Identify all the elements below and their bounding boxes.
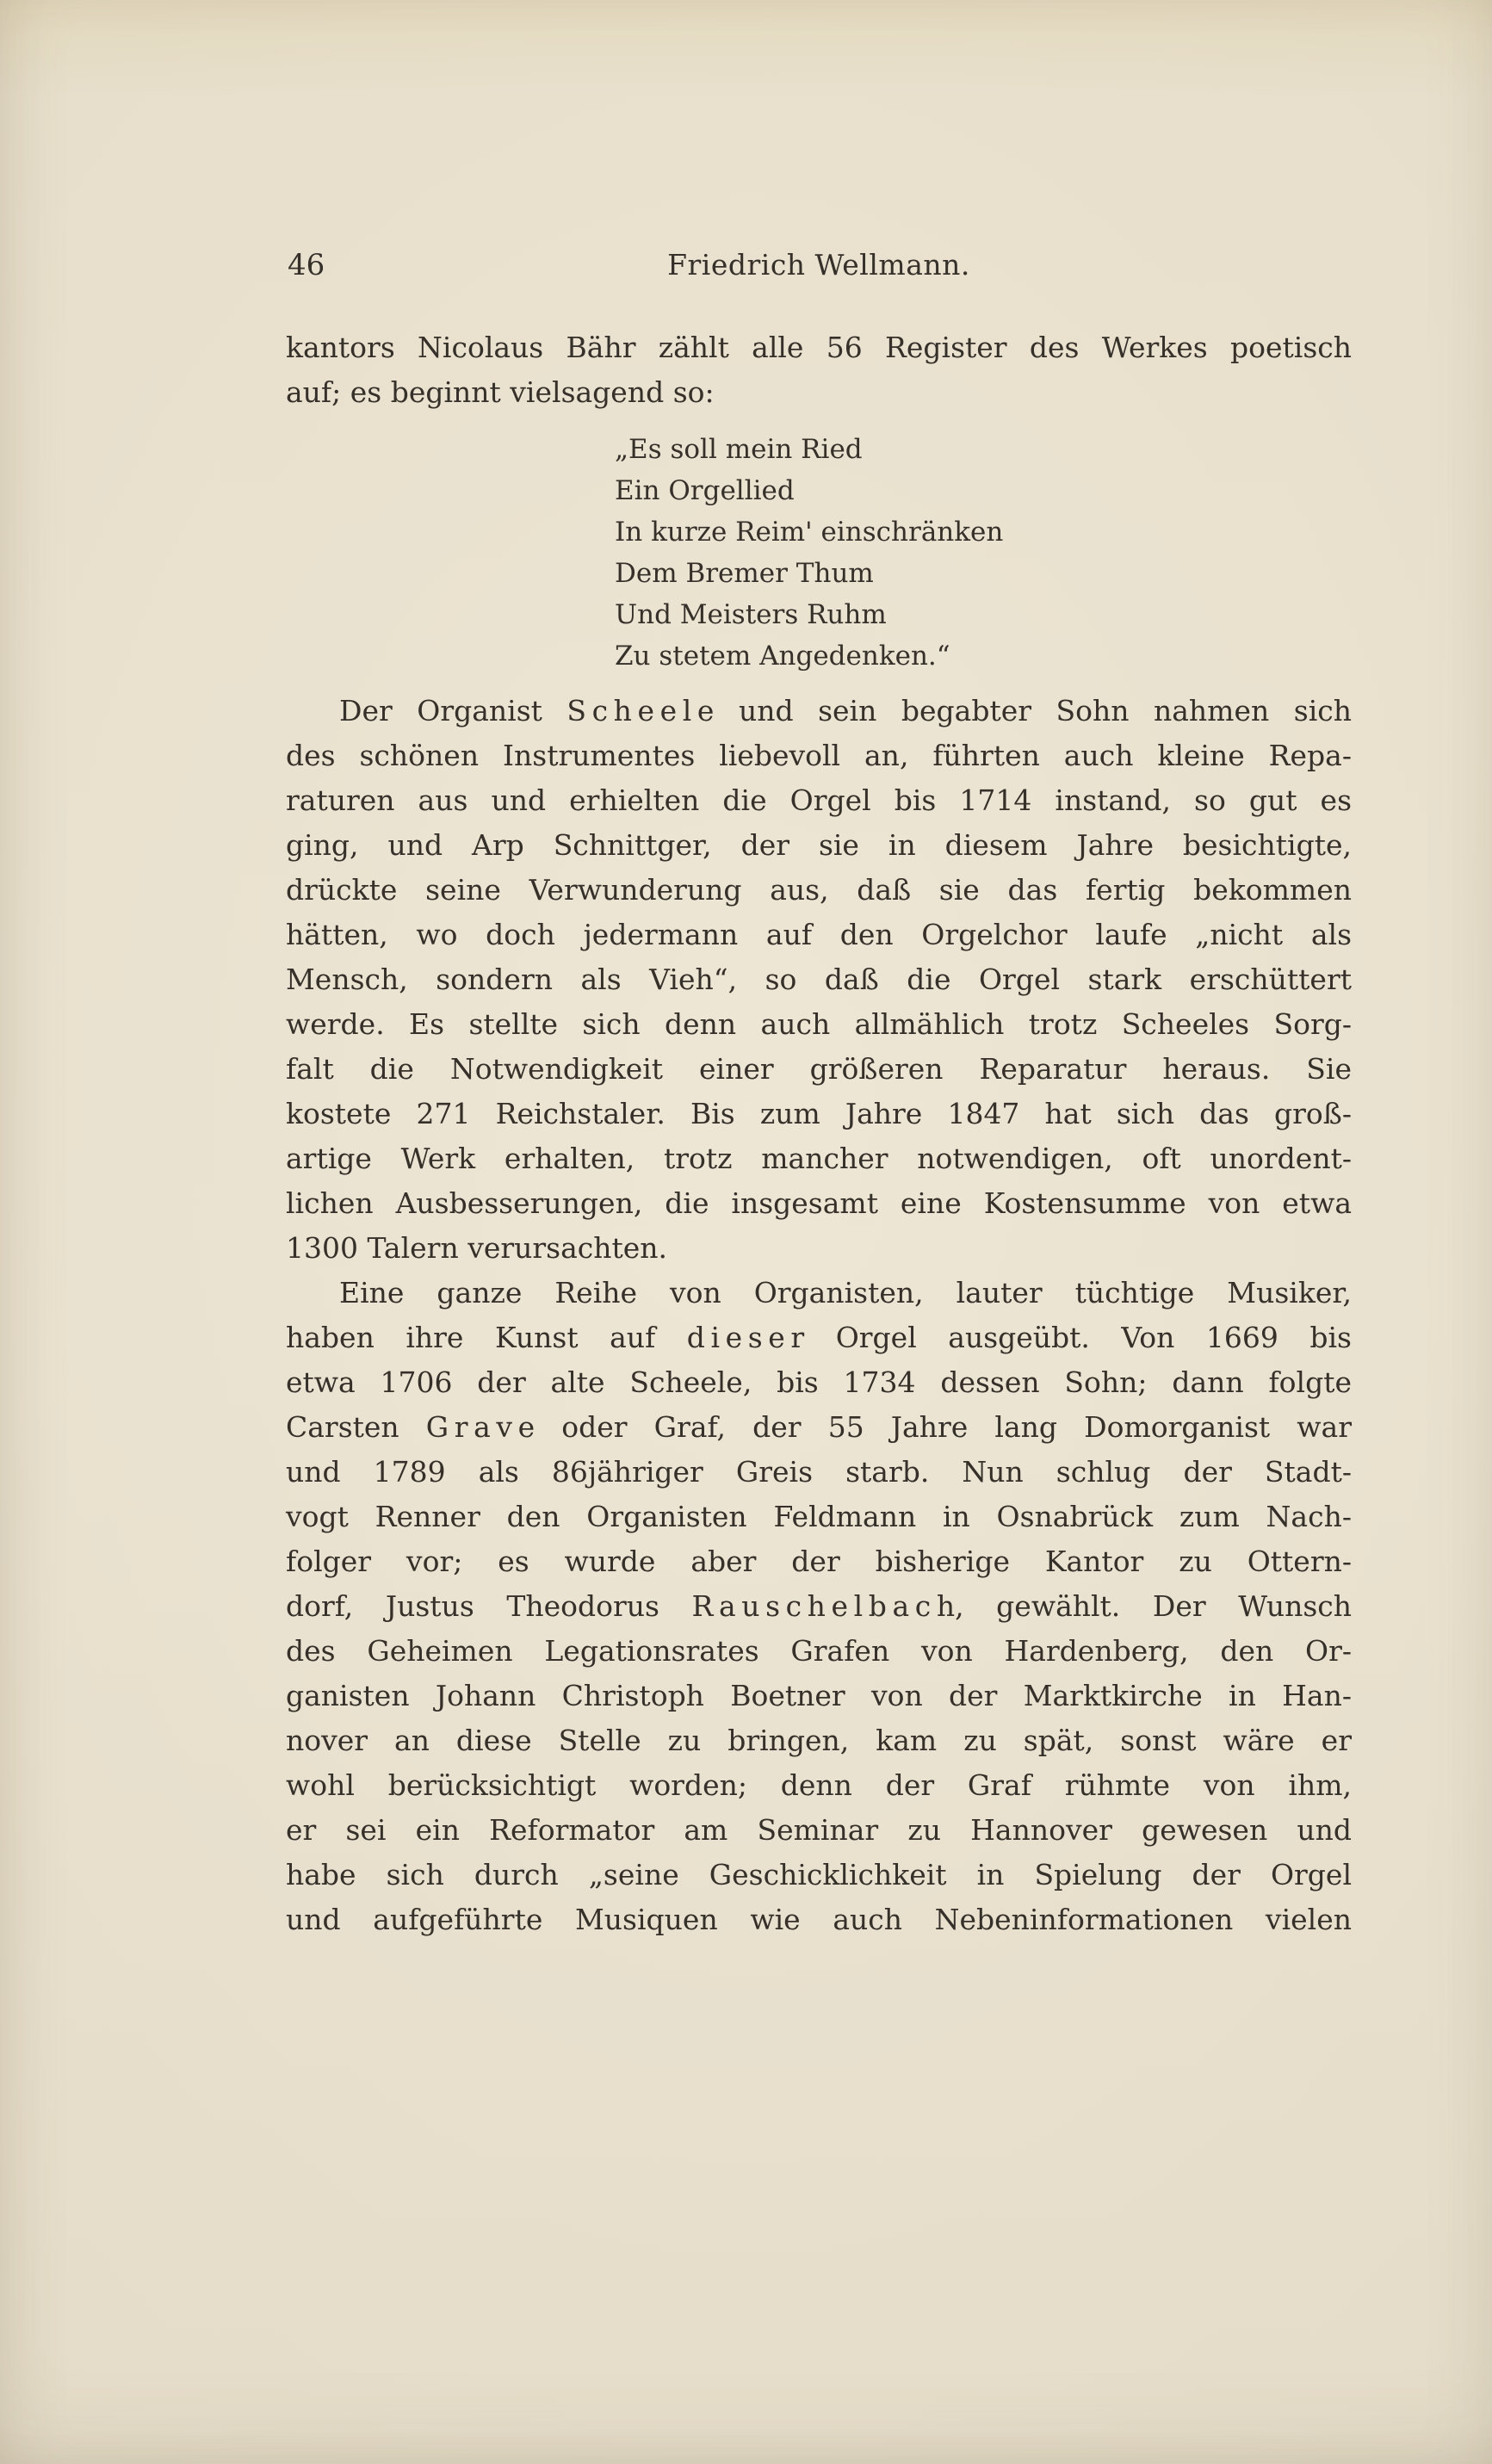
paragraph-organists-history	[286, 1271, 1352, 1942]
body-line: lichen Ausbesserungen, die insgesamt eine Kostensumme von etwa	[286, 1186, 1352, 1220]
poem-line: Zu stetem Angedenken.“	[615, 641, 950, 672]
body-line: drückte seine Verwunderung aus, daß sie das fertig bekommen	[286, 873, 1352, 907]
poem-line: „Es soll mein Ried	[615, 434, 863, 465]
body-line: Carsten G r a v e oder Graf, der 55 Jahre lang Domorganist war	[286, 1410, 1352, 1444]
body-line: und aufgeführte Musiquen wie auch Nebeninformationen vielen	[286, 1903, 1352, 1936]
body-line: etwa 1706 der alte Scheele, bis 1734 dessen Sohn; dann folgte	[286, 1365, 1352, 1399]
body-line: dorf, Justus Theodorus R a u s c h e l b a c h, gewählt. Der Wunsch	[286, 1589, 1352, 1623]
body-line: vogt Renner den Organisten Feldmann in Osnabrück zum Nach-	[286, 1500, 1352, 1533]
body-line: des schönen Instrumentes liebevoll an, führten auch kleine Repa-	[286, 739, 1352, 772]
body-line: habe sich durch „seine Geschicklichkeit in Spielung der Orgel	[286, 1858, 1352, 1891]
body-line: wohl berücksichtigt worden; denn der Graf rühmte von ihm,	[286, 1768, 1352, 1802]
text-block	[286, 325, 1352, 1942]
body-line: 1300 Talern verursachten.	[286, 1231, 668, 1265]
body-line: hätten, wo doch jedermann auf den Orgelchor laufe „nicht als	[286, 918, 1352, 951]
body-line: werde. Es stellte sich denn auch allmählich trotz Scheeles Sorg-	[286, 1007, 1352, 1041]
page-number: 46	[288, 248, 325, 282]
paragraph-organist-scheele	[286, 689, 1352, 1271]
body-line: Mensch, sondern als Vieh“, so daß die Orgel stark erschüttert	[286, 963, 1352, 996]
body-line: Eine ganze Reihe von Organisten, lauter tüchtige Musiker,	[339, 1276, 1352, 1309]
body-line: des Geheimen Legationsrates Grafen von Hardenberg, den Or-	[286, 1634, 1352, 1668]
running-header: Friedrich Wellmann.	[667, 248, 970, 282]
body-line: ganisten Johann Christoph Boetner von der Marktkirche in Han-	[286, 1679, 1352, 1712]
body-line: Der Organist S c h e e l e und sein begabter Sohn nahmen sich	[339, 694, 1352, 727]
body-line: kantors Nicolaus Bähr zählt alle 56 Register des Werkes poetisch	[286, 331, 1352, 364]
body-line: auf; es beginnt vielsagend so:	[286, 375, 715, 409]
poem-line: Ein Orgellied	[615, 475, 795, 506]
body-line: und 1789 als 86jähriger Greis starb. Nun schlug der Stadt-	[286, 1455, 1352, 1489]
body-line: artige Werk erhalten, trotz mancher notwendigen, oft unordent-	[286, 1142, 1352, 1175]
page-header	[286, 248, 1352, 288]
body-line: folger vor; es wurde aber der bisherige Kantor zu Ottern-	[286, 1545, 1352, 1578]
poem-line: Und Meisters Ruhm	[615, 599, 887, 630]
body-line: haben ihre Kunst auf d i e s e r Orgel ausgeübt. Von 1669 bis	[286, 1321, 1352, 1354]
body-line: nover an diese Stelle zu bringen, kam zu spät, sonst wäre er	[286, 1724, 1352, 1757]
body-line: kostete 271 Reichstaler. Bis zum Jahre 1847 hat sich das groß-	[286, 1097, 1352, 1130]
body-line: ging, und Arp Schnittger, der sie in diesem Jahre besichtigte,	[286, 828, 1352, 862]
body-line: er sei ein Reformator am Seminar zu Hannover gewesen und	[286, 1813, 1352, 1847]
body-line: falt die Notwendigkeit einer größeren Reparatur heraus. Sie	[286, 1052, 1352, 1086]
body-line: raturen aus und erhielten die Orgel bis 1714 instand, so gut es	[286, 783, 1352, 817]
poem-block	[615, 429, 1352, 677]
poem-line: Dem Bremer Thum	[615, 558, 874, 589]
paragraph-continuation	[286, 325, 1352, 415]
poem-line: In kurze Reim' einschränken	[615, 517, 1004, 548]
